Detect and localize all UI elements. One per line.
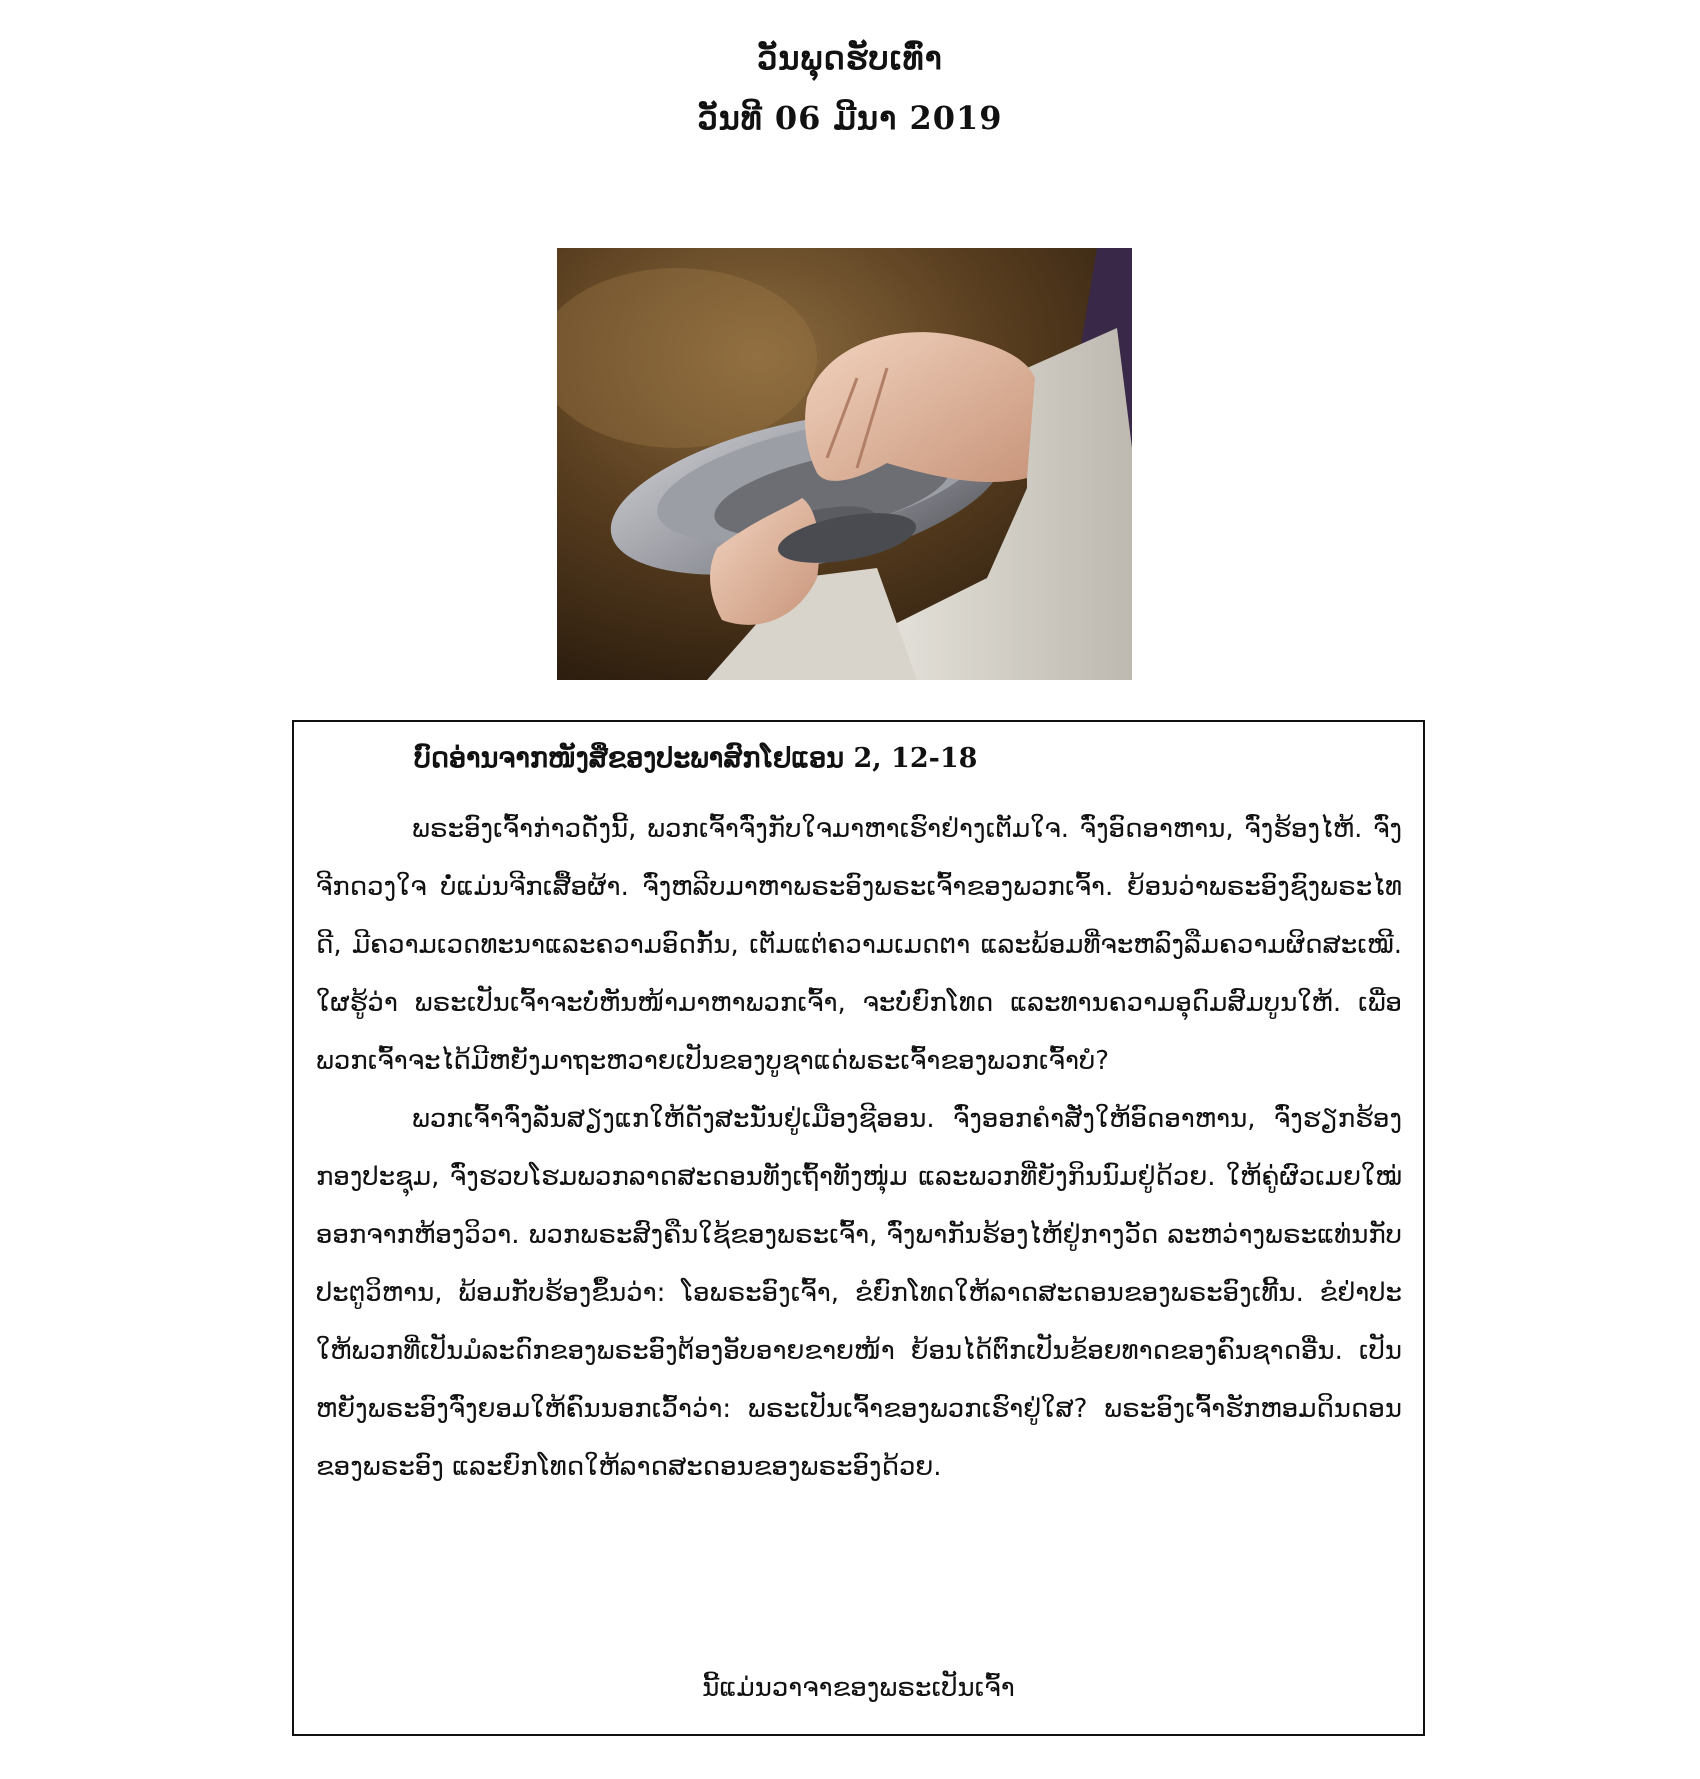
ashes-bowl-photo xyxy=(557,248,1132,680)
reading-paragraph-2: ພວກເຈົ້າຈົ່ງລັ່ນສຽງແກໃຫ້ດັງສະນັ່ນຢູ່ເມືອງຊີອອນ. ຈົ່ງອອກຄໍາສັ່ງໃຫ້ອົດອາຫານ, ຈົ່ງຮຽກຮ້ອງກອງປະຊຸມ, ຈົ່ງຮວບໂຮມພວກລາດສະດອນທັງເຖົ້າທັງໜຸ່ມ ແລະພວກທີ່ຍັງກິນນົມຢູ່ດ້ວຍ. ໃຫ້ຄູ່ຜົວເມຍໃໝ່ອອກຈາກຫ້ອງວິວາ. ພວກພຣະສົງຄືນໃຊ້ຂອງພຣະເຈົ້າ, ຈົ່ງພາກັນຮ້ອງໄຫ້ຢູ່ກາງວັດ ລະຫວ່າງພຣະແທ່ນກັບປະຕູວິຫານ, ພ້ອມກັບຮ້ອງຂຶ້ນວ່າ: ໂອພຣະອົງເຈົ້າ, ຂໍຍົກໂທດໃຫ້ລາດສະດອນຂອງພຣະອົງເທີ້ນ. ຂໍຢ່າປະໃຫ້ພວກທີ່ເປັນມໍລະດົກຂອງພຣະອົງຕ້ອງອັບອາຍຂາຍໜ້າ ຍ້ອນໄດ້ຕົກເປັນຂ້ອຍທາດຂອງຄົນຊາດອື່ນ. ເປັນຫຍັງພຣະອົງຈົ່ງຍອມໃຫ້ຄົນນອກເວົ້າວ່າ: ພຣະເປັນເຈົ້າຂອງພວກເຮົາຢູ່ໃສ? ພຣະອົງເຈົ້າຮັກຫອມດິນດອນຂອງພຣະອົງ ແລະຍົກໂທດໃຫ້ລາດສະດອນຂອງພຣະອົງດ້ວຍ. xyxy=(316,1104,1402,1482)
reading-paragraph-1: ພຣະອົງເຈົ້າກ່າວດັ່ງນີ້, ພວກເຈົ້າຈົ່ງກັບໃຈມາຫາເຮົາຢ່າງເຕັມໃຈ. ຈົ່ງອົດອາຫານ, ຈົ່ງຮ້ອງໄຫ້. ຈົ່ງຈີກດວງໃຈ ບໍ່ແມ່ນຈີກເສື້ອຜ້າ. ຈົ່ງຫລີບມາຫາພຣະອົງພຣະເຈົ້າຂອງພວກເຈົ້າ. ຍ້ອນວ່າພຣະອົງຊົງພຣະໄທດີ, ມີຄວາມເວດທະນາແລະຄວາມອົດກັ້ນ, ເຕັມແຕ່ຄວາມເມດຕາ ແລະພ້ອມທີ່ຈະຫລົງລືມຄວາມຜິດສະເໝີ. ໃຜຮູ້ວ່າ ພຣະເປັນເຈົ້າຈະບໍ່ຫັນໜ້າມາຫາພວກເຈົ້າ, ຈະບໍ່ຍົກໂທດ ແລະທານຄວາມອຸດົມສົມບູນໃຫ້. ເພື່ອພວກເຈົ້າຈະໄດ້ມີຫຍັງມາຖະຫວາຍເປັນຂອງບູຊາແດ່ພຣະເຈົ້າຂອງພວກເຈົ້າບໍ? xyxy=(316,814,1402,1076)
reading-title: ບົດອ່ານຈາກໜັງສືຂອງປະພາສົກໂຢແອນ 2, 12-18 xyxy=(414,743,978,774)
page-date: ວັນທີ 06 ມີນາ 2019 xyxy=(697,99,1003,137)
reading-body xyxy=(316,800,1402,1496)
page-title: ວັນພຸດຮັບເທົ່າ xyxy=(757,39,943,77)
reading-closing: ນີ້ແມ່ນວາຈາຂອງພຣະເປັນເຈົ້າ xyxy=(702,1673,1015,1703)
reading-box xyxy=(292,720,1425,1736)
